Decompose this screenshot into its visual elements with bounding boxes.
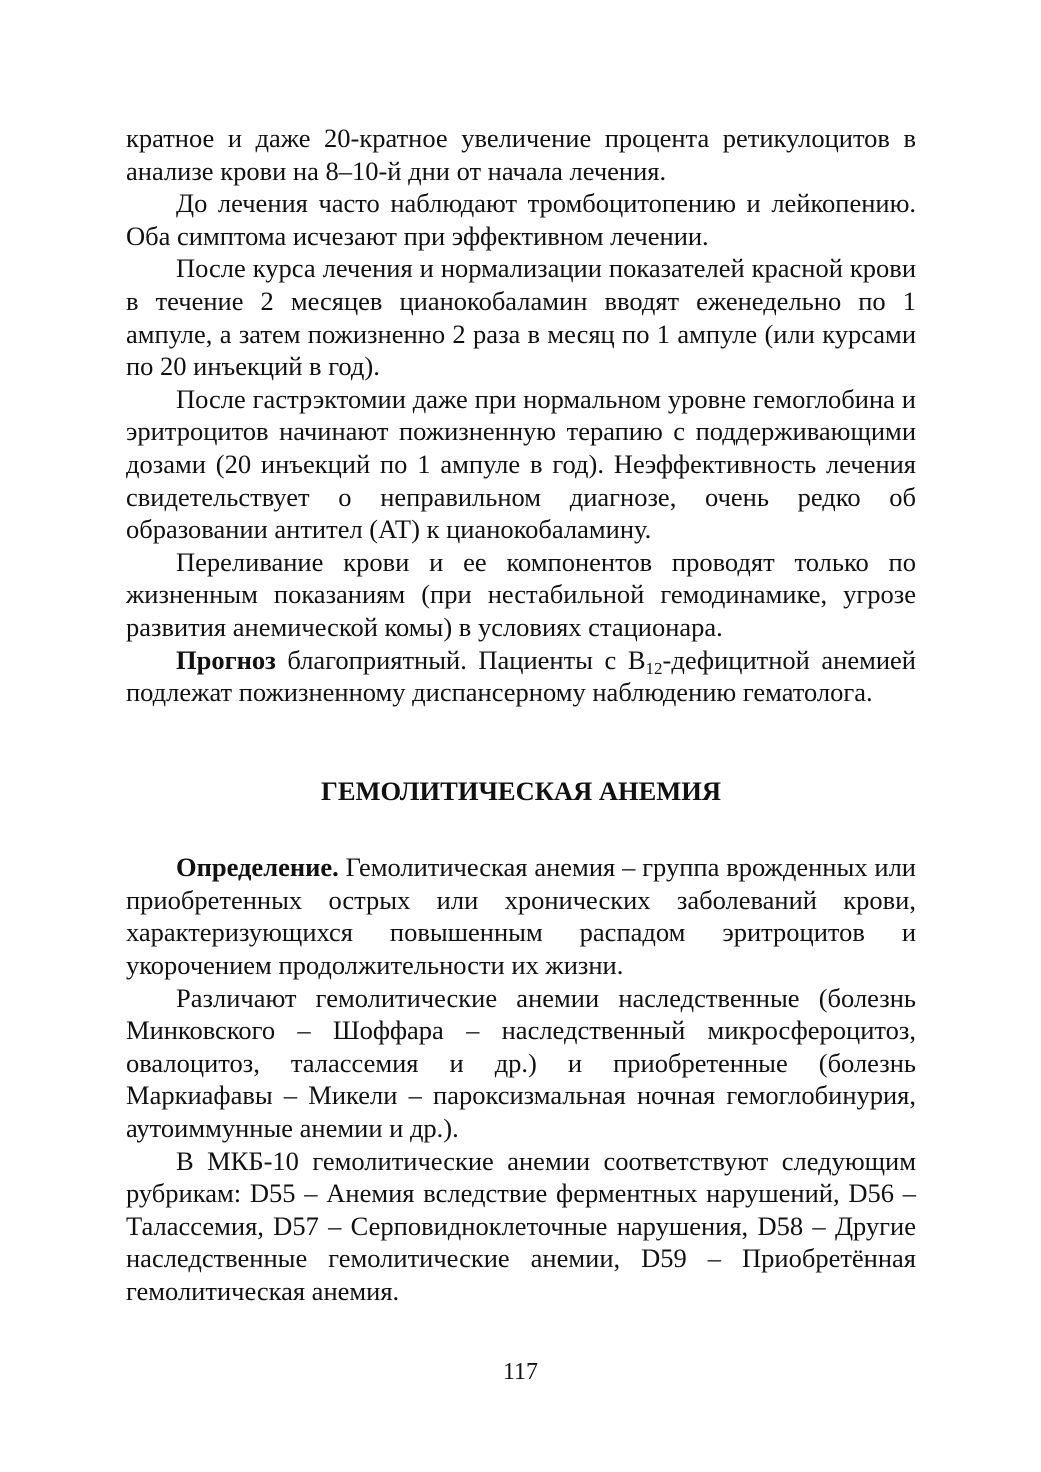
paragraph-definition [126,851,916,981]
prognosis-text-a: благоприятный. Пациенты с B [275,644,646,675]
paragraph-gastrectomy: После гастрэктомии даже при нормальном уровне гемоглобина и эритроцитов начинают пожизненную терапию с поддерживающими дозами (20 инъекций по 1 ампуле в год). Неэффективность лечения свидетельствует о неправильном диагнозе, очень редко об образовании антител (АТ) к цианокобаламину. [126,383,916,545]
page-number: 117 [502,1359,539,1385]
paragraph-thrombocytopenia: До лечения часто наблюдают тромбоцитопению и лейкопению. Оба симптома исчезают при эффективном лечении. [126,188,916,251]
section-title: ГЕМОЛИТИЧЕСКАЯ АНЕМИЯ [320,775,722,806]
paragraph-prognosis [126,644,916,709]
definition-lead: Определение. [176,852,339,883]
prognosis-subscript: 12 [645,658,663,678]
paragraph-maintenance-therapy: После курса лечения и нормализации показателей красной крови в течение 2 месяцев цианокобаламин вводят еженедельно по 1 ампуле, а затем пожизненно 2 раза в месяц по 1 ампуле (или курсами по 20 инъекций в год). [126,253,916,382]
paragraph-reticulocytes: кратное и даже 20-кратное увеличение процента ретикулоцитов в анализе крови на 8–10-й дни от начала лечения. [126,123,916,186]
paragraph-transfusion: Переливание крови и ее компонентов проводят только по жизненным показаниям (при нестабильной гемодинамике, угрозе развития анемической комы) в условиях стационара. [126,546,916,642]
page-body [126,122,916,1308]
definition-text: Гемолитическая анемия – группа врожденных или приобретенных острых или хронических заболеваний крови, характеризующихся повышенным распадом эритроцитов и укорочением продолжительности их жизни. [126,852,916,981]
prognosis-lead: Прогноз [176,644,276,675]
prognosis-text-b: -дефицитной анемией подлежат пожизненному диспансерному наблюдению гематолога. [126,644,916,708]
paragraph-icd10: В МКБ-10 гемолитические анемии соответствуют следующим рубрикам: D55 – Анемия вследствие ферментных нарушений, D56 – Талассемия, D57 – Серповидноклеточные нарушения, D58 – Другие наследственные гемолитические анемии, D59 – Приобретённая гемолитическая анемия. [126,1145,916,1306]
paragraph-classification: Различают гемолитические анемии наследственные (болезнь Минковского – Шоффара – наследственный микросфероцитоз, овалоцитоз, талассемия и др.) и приобретенные (болезнь Маркиафавы – Микели – пароксизмальная ночная гемоглобинурия, аутоиммунные анемии и др.). [126,982,916,1144]
